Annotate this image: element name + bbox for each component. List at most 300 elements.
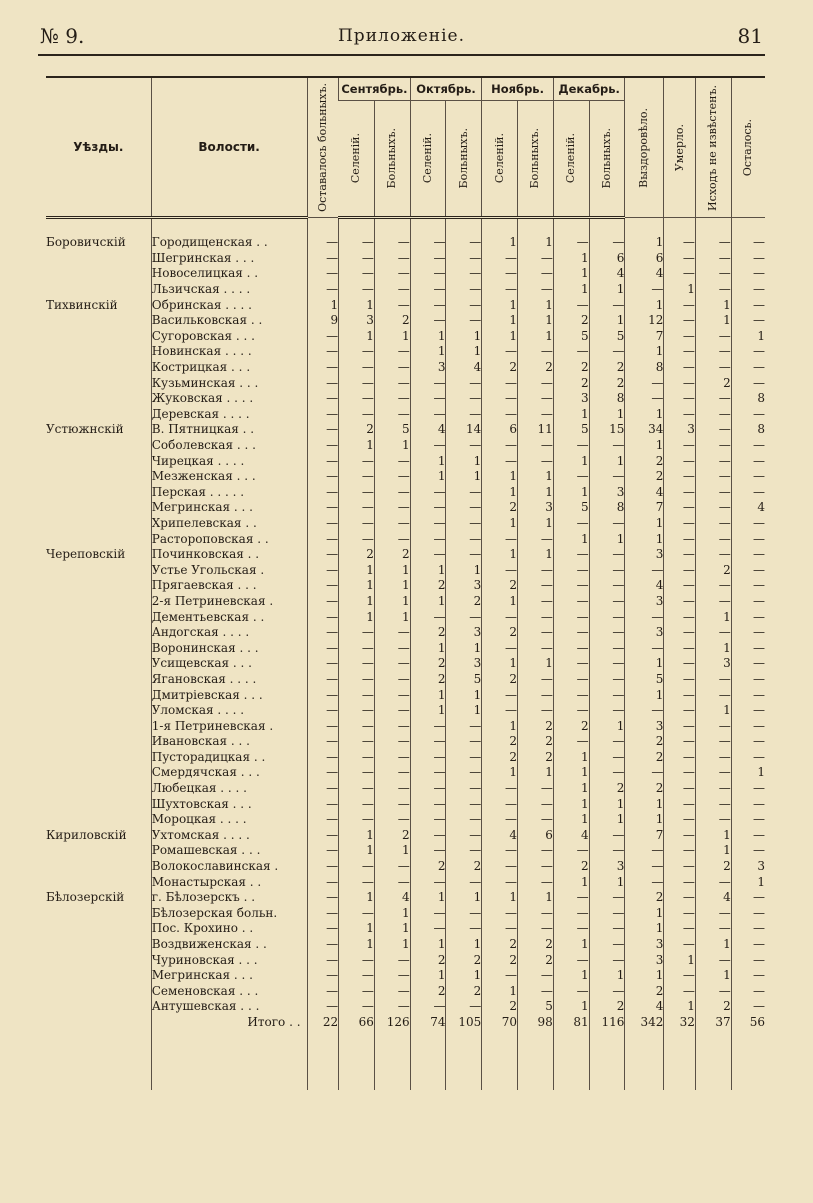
uezd-cell bbox=[46, 594, 151, 610]
total-value-cell: 22 bbox=[307, 1015, 339, 1031]
value-cell: — bbox=[695, 453, 731, 469]
value-cell: — bbox=[307, 812, 339, 828]
value-cell: — bbox=[307, 874, 339, 890]
value-cell: 3 bbox=[410, 360, 446, 376]
uezd-cell: Череповскій bbox=[46, 547, 126, 562]
value-cell: — bbox=[695, 407, 731, 423]
value-cell: — bbox=[731, 937, 765, 953]
value-cell: — bbox=[446, 407, 482, 423]
value-cell: — bbox=[446, 313, 482, 329]
col-died: Умерло. bbox=[664, 77, 696, 218]
volost-cell: Семеновская . . . bbox=[151, 984, 307, 1000]
value-cell: — bbox=[374, 874, 410, 890]
table-row bbox=[46, 703, 765, 719]
table-row bbox=[46, 344, 765, 360]
value-cell: — bbox=[374, 672, 410, 688]
value-cell: 8 bbox=[731, 422, 765, 438]
value-cell: 1 bbox=[339, 578, 375, 594]
volost-cell: Новоселицкая . . bbox=[151, 266, 307, 282]
value-cell: — bbox=[731, 734, 765, 750]
value-cell: — bbox=[339, 407, 375, 423]
value-cell: — bbox=[339, 282, 375, 298]
value-cell: 2 bbox=[482, 999, 518, 1015]
value-cell: — bbox=[553, 843, 589, 859]
value-cell: — bbox=[307, 235, 339, 251]
value-cell: 2 bbox=[410, 952, 446, 968]
value-cell: — bbox=[695, 500, 731, 516]
value-cell: — bbox=[731, 718, 765, 734]
col-volost: Волости. bbox=[151, 77, 307, 218]
table-row bbox=[46, 812, 765, 828]
value-cell: — bbox=[410, 391, 446, 407]
value-cell: 1 bbox=[553, 796, 589, 812]
value-cell: 1 bbox=[625, 407, 664, 423]
uezd-cell bbox=[46, 734, 151, 750]
value-cell: 2 bbox=[410, 672, 446, 688]
value-cell: — bbox=[731, 906, 765, 922]
value-cell: 1 bbox=[446, 329, 482, 345]
value-cell: — bbox=[731, 485, 765, 501]
value-cell: — bbox=[307, 516, 339, 532]
value-cell: — bbox=[553, 687, 589, 703]
value-cell: — bbox=[589, 344, 625, 360]
value-cell: 1 bbox=[731, 874, 765, 890]
value-cell: — bbox=[664, 906, 696, 922]
value-cell: 3 bbox=[625, 952, 664, 968]
value-cell: — bbox=[410, 828, 446, 844]
value-cell: — bbox=[518, 344, 554, 360]
value-cell: 1 bbox=[553, 765, 589, 781]
value-cell: 4 bbox=[695, 890, 731, 906]
table-row bbox=[46, 765, 765, 781]
table-row bbox=[46, 718, 765, 734]
value-cell: — bbox=[731, 640, 765, 656]
value-cell: 1 bbox=[553, 485, 589, 501]
value-cell: 1 bbox=[553, 999, 589, 1015]
value-cell: — bbox=[731, 952, 765, 968]
volost-cell: Уломская . . . . bbox=[151, 703, 307, 719]
value-cell: 2 bbox=[589, 999, 625, 1015]
page-title: Приложеніе. bbox=[337, 26, 465, 46]
value-cell: — bbox=[664, 765, 696, 781]
total-value-cell: 342 bbox=[625, 1015, 664, 1031]
value-cell: — bbox=[664, 360, 696, 376]
value-cell: — bbox=[410, 297, 446, 313]
value-cell: 1 bbox=[553, 251, 589, 267]
value-cell: — bbox=[695, 874, 731, 890]
page-header bbox=[40, 24, 763, 52]
value-cell: — bbox=[664, 297, 696, 313]
total-label: Итого . . bbox=[151, 1015, 307, 1031]
value-cell: 1 bbox=[589, 968, 625, 984]
value-cell: 2 bbox=[374, 547, 410, 563]
value-cell: — bbox=[307, 952, 339, 968]
value-cell: 2 bbox=[482, 672, 518, 688]
value-cell: — bbox=[307, 937, 339, 953]
value-cell: 2 bbox=[553, 718, 589, 734]
value-cell: 1 bbox=[518, 765, 554, 781]
value-cell: — bbox=[339, 703, 375, 719]
value-cell: 3 bbox=[589, 859, 625, 875]
value-cell: 1 bbox=[339, 828, 375, 844]
uezd-cell bbox=[46, 968, 151, 984]
value-cell: — bbox=[664, 750, 696, 766]
value-cell: 1 bbox=[553, 812, 589, 828]
total-value-cell: 70 bbox=[482, 1015, 518, 1031]
volost-cell: Льзичская . . . . bbox=[151, 282, 307, 298]
value-cell: — bbox=[695, 781, 731, 797]
col-oct-seleniy: Селеній. bbox=[410, 101, 446, 218]
value-cell: 1 bbox=[339, 843, 375, 859]
value-cell: 7 bbox=[625, 500, 664, 516]
value-cell: 6 bbox=[518, 828, 554, 844]
volost-cell: Дмитріевская . . . bbox=[151, 687, 307, 703]
value-cell: — bbox=[589, 640, 625, 656]
value-cell: — bbox=[589, 516, 625, 532]
value-cell: — bbox=[518, 562, 554, 578]
value-cell: — bbox=[482, 251, 518, 267]
col-remain-start: Оставалось больныхъ. bbox=[307, 77, 339, 218]
volost-cell: Починковская . . bbox=[151, 547, 307, 563]
table-row bbox=[46, 282, 765, 298]
value-cell: 1 bbox=[410, 344, 446, 360]
value-cell: 2 bbox=[482, 750, 518, 766]
value-cell: — bbox=[731, 687, 765, 703]
value-cell: — bbox=[307, 921, 339, 937]
total-row bbox=[46, 1015, 765, 1031]
value-cell: — bbox=[664, 984, 696, 1000]
value-cell: 8 bbox=[625, 360, 664, 376]
value-cell: 1 bbox=[589, 282, 625, 298]
value-cell: — bbox=[664, 235, 696, 251]
value-cell: 9 bbox=[307, 313, 339, 329]
table-row bbox=[46, 828, 765, 844]
value-cell: 1 bbox=[410, 329, 446, 345]
value-cell: 3 bbox=[731, 859, 765, 875]
value-cell: 1 bbox=[339, 890, 375, 906]
value-cell: — bbox=[695, 750, 731, 766]
value-cell: — bbox=[410, 750, 446, 766]
value-cell: — bbox=[589, 984, 625, 1000]
uezd-cell bbox=[46, 750, 151, 766]
value-cell: 4 bbox=[410, 422, 446, 438]
value-cell: 3 bbox=[664, 422, 696, 438]
value-cell: 1 bbox=[625, 796, 664, 812]
value-cell: — bbox=[307, 422, 339, 438]
value-cell: — bbox=[553, 344, 589, 360]
uezd-cell bbox=[46, 469, 151, 485]
value-cell: — bbox=[446, 734, 482, 750]
table-row bbox=[46, 890, 765, 906]
table-row bbox=[46, 906, 765, 922]
value-cell: — bbox=[339, 718, 375, 734]
value-cell: — bbox=[307, 375, 339, 391]
value-cell: 3 bbox=[625, 594, 664, 610]
value-cell: 2 bbox=[482, 952, 518, 968]
value-cell: 5 bbox=[553, 500, 589, 516]
value-cell: — bbox=[695, 765, 731, 781]
value-cell: — bbox=[374, 999, 410, 1015]
col-remained: Осталось. bbox=[731, 77, 765, 218]
tail-row bbox=[46, 1030, 765, 1090]
value-cell: — bbox=[731, 578, 765, 594]
value-cell: 1 bbox=[625, 344, 664, 360]
value-cell: — bbox=[695, 984, 731, 1000]
value-cell: — bbox=[482, 609, 518, 625]
value-cell: 1 bbox=[339, 937, 375, 953]
value-cell: 2 bbox=[339, 547, 375, 563]
value-cell: — bbox=[339, 235, 375, 251]
value-cell: — bbox=[339, 687, 375, 703]
value-cell: — bbox=[339, 874, 375, 890]
value-cell: — bbox=[664, 594, 696, 610]
uezd-cell bbox=[46, 937, 151, 953]
table-row bbox=[46, 656, 765, 672]
value-cell: — bbox=[553, 438, 589, 454]
value-cell: 34 bbox=[625, 422, 664, 438]
uezd-cell bbox=[46, 765, 151, 781]
value-cell: — bbox=[446, 282, 482, 298]
value-cell: — bbox=[695, 360, 731, 376]
value-cell: 1 bbox=[518, 516, 554, 532]
volost-cell: Ромашевская . . . bbox=[151, 843, 307, 859]
value-cell: — bbox=[625, 282, 664, 298]
value-cell: — bbox=[339, 531, 375, 547]
value-cell: 1 bbox=[625, 687, 664, 703]
value-cell: — bbox=[553, 906, 589, 922]
uezd-cell bbox=[46, 984, 151, 1000]
value-cell: — bbox=[695, 516, 731, 532]
value-cell: 1 bbox=[553, 874, 589, 890]
value-cell: — bbox=[664, 609, 696, 625]
value-cell: 1 bbox=[589, 531, 625, 547]
table-row bbox=[46, 422, 765, 438]
value-cell: 1 bbox=[589, 718, 625, 734]
value-cell: — bbox=[339, 344, 375, 360]
value-cell: — bbox=[374, 235, 410, 251]
value-cell: 1 bbox=[339, 921, 375, 937]
value-cell: — bbox=[410, 796, 446, 812]
value-cell: 1 bbox=[374, 438, 410, 454]
value-cell: — bbox=[482, 796, 518, 812]
value-cell: — bbox=[482, 906, 518, 922]
value-cell: 3 bbox=[589, 485, 625, 501]
volost-cell: г. Бѣлозерскъ . . bbox=[151, 890, 307, 906]
value-cell: — bbox=[695, 251, 731, 267]
value-cell: — bbox=[731, 375, 765, 391]
value-cell: 1 bbox=[339, 562, 375, 578]
value-cell: 1 bbox=[482, 297, 518, 313]
volost-cell: Кострицкая . . . bbox=[151, 360, 307, 376]
table-row bbox=[46, 750, 765, 766]
value-cell: — bbox=[446, 609, 482, 625]
uezd-cell bbox=[46, 843, 151, 859]
value-cell: — bbox=[518, 438, 554, 454]
value-cell: — bbox=[518, 812, 554, 828]
value-cell: 1 bbox=[553, 453, 589, 469]
value-cell: — bbox=[374, 984, 410, 1000]
value-cell: 1 bbox=[625, 297, 664, 313]
uezd-cell bbox=[46, 562, 151, 578]
value-cell: — bbox=[482, 391, 518, 407]
value-cell: 6 bbox=[589, 251, 625, 267]
value-cell: — bbox=[410, 812, 446, 828]
value-cell: 1 bbox=[625, 516, 664, 532]
value-cell: — bbox=[307, 640, 339, 656]
value-cell: 1 bbox=[339, 329, 375, 345]
value-cell: — bbox=[589, 469, 625, 485]
value-cell: 2 bbox=[553, 360, 589, 376]
value-cell: 1 bbox=[518, 297, 554, 313]
value-cell: — bbox=[731, 625, 765, 641]
value-cell: — bbox=[664, 578, 696, 594]
value-cell: — bbox=[695, 906, 731, 922]
value-cell: 1 bbox=[518, 485, 554, 501]
uezd-cell bbox=[46, 812, 151, 828]
value-cell: 1 bbox=[664, 282, 696, 298]
volost-cell: Растороповская . . bbox=[151, 531, 307, 547]
value-cell: 1 bbox=[482, 313, 518, 329]
value-cell: — bbox=[695, 921, 731, 937]
value-cell: 4 bbox=[482, 828, 518, 844]
table-row bbox=[46, 500, 765, 516]
value-cell: 2 bbox=[482, 625, 518, 641]
value-cell: 1 bbox=[446, 937, 482, 953]
epidemic-table bbox=[46, 76, 765, 1090]
value-cell: — bbox=[374, 640, 410, 656]
value-cell: 1 bbox=[731, 765, 765, 781]
value-cell: — bbox=[482, 640, 518, 656]
value-cell: — bbox=[482, 687, 518, 703]
value-cell: — bbox=[695, 796, 731, 812]
volost-cell: Прягаевская . . . bbox=[151, 578, 307, 594]
value-cell: — bbox=[664, 640, 696, 656]
value-cell: — bbox=[625, 765, 664, 781]
value-cell: 3 bbox=[446, 578, 482, 594]
uezd-cell bbox=[46, 999, 151, 1015]
value-cell: — bbox=[374, 531, 410, 547]
value-cell: — bbox=[446, 906, 482, 922]
value-cell: — bbox=[410, 407, 446, 423]
col-uezd: Уѣзды. bbox=[46, 77, 151, 218]
value-cell: — bbox=[731, 469, 765, 485]
value-cell: 1 bbox=[482, 485, 518, 501]
value-cell: — bbox=[518, 672, 554, 688]
volost-cell: Ягановская . . . . bbox=[151, 672, 307, 688]
table-row bbox=[46, 329, 765, 345]
total-empty-cell bbox=[46, 1015, 151, 1031]
value-cell: — bbox=[339, 640, 375, 656]
volost-cell: В. Пятницкая . . bbox=[151, 422, 307, 438]
value-cell: — bbox=[553, 547, 589, 563]
value-cell: 4 bbox=[625, 266, 664, 282]
value-cell: 8 bbox=[731, 391, 765, 407]
volost-cell: Перская . . . . . bbox=[151, 485, 307, 501]
value-cell: — bbox=[339, 485, 375, 501]
value-cell: — bbox=[307, 734, 339, 750]
value-cell: 1 bbox=[553, 266, 589, 282]
value-cell: 4 bbox=[374, 890, 410, 906]
value-cell: — bbox=[374, 952, 410, 968]
value-cell: — bbox=[695, 235, 731, 251]
value-cell: — bbox=[589, 734, 625, 750]
value-cell: 1 bbox=[446, 469, 482, 485]
value-cell: 1 bbox=[339, 297, 375, 313]
volost-cell: Антушевская . . . bbox=[151, 999, 307, 1015]
value-cell: 5 bbox=[553, 329, 589, 345]
value-cell: 1 bbox=[589, 812, 625, 828]
value-cell: — bbox=[664, 781, 696, 797]
value-cell: — bbox=[374, 266, 410, 282]
table-row bbox=[46, 251, 765, 267]
value-cell: 1 bbox=[625, 906, 664, 922]
value-cell: — bbox=[731, 703, 765, 719]
value-cell: — bbox=[339, 750, 375, 766]
value-cell: — bbox=[553, 952, 589, 968]
value-cell: — bbox=[695, 266, 731, 282]
value-cell: — bbox=[695, 391, 731, 407]
value-cell: 1 bbox=[625, 812, 664, 828]
value-cell: — bbox=[374, 796, 410, 812]
value-cell: — bbox=[664, 734, 696, 750]
value-cell: — bbox=[339, 796, 375, 812]
uezd-cell bbox=[46, 266, 151, 282]
value-cell: 3 bbox=[625, 718, 664, 734]
value-cell: — bbox=[307, 828, 339, 844]
value-cell: 1 bbox=[339, 438, 375, 454]
value-cell: 1 bbox=[553, 968, 589, 984]
value-cell: 3 bbox=[446, 625, 482, 641]
value-cell: — bbox=[482, 921, 518, 937]
value-cell: — bbox=[307, 625, 339, 641]
uezd-cell bbox=[46, 640, 151, 656]
uezd-cell bbox=[46, 329, 151, 345]
value-cell: — bbox=[339, 375, 375, 391]
value-cell: — bbox=[589, 656, 625, 672]
value-cell: — bbox=[731, 796, 765, 812]
value-cell: — bbox=[553, 625, 589, 641]
value-cell: 2 bbox=[518, 734, 554, 750]
value-cell: — bbox=[446, 718, 482, 734]
value-cell: — bbox=[410, 999, 446, 1015]
value-cell: — bbox=[589, 547, 625, 563]
volost-cell: Чирецкая . . . . bbox=[151, 453, 307, 469]
value-cell: — bbox=[482, 531, 518, 547]
volost-cell: Обринская . . . . bbox=[151, 297, 307, 313]
value-cell: 4 bbox=[553, 828, 589, 844]
volost-cell: Усищевская . . . bbox=[151, 656, 307, 672]
value-cell: — bbox=[625, 609, 664, 625]
uezd-cell bbox=[46, 781, 151, 797]
value-cell: — bbox=[731, 360, 765, 376]
uezd-cell bbox=[46, 531, 151, 547]
value-cell: 2 bbox=[482, 734, 518, 750]
value-cell: 1 bbox=[410, 594, 446, 610]
value-cell: 2 bbox=[446, 952, 482, 968]
value-cell: — bbox=[374, 407, 410, 423]
value-cell: — bbox=[553, 235, 589, 251]
uezd-cell: Устюжнскій bbox=[46, 422, 124, 437]
value-cell: — bbox=[307, 438, 339, 454]
value-cell: — bbox=[410, 438, 446, 454]
value-cell: 1 bbox=[374, 594, 410, 610]
value-cell: — bbox=[553, 578, 589, 594]
table-row bbox=[46, 859, 765, 875]
table-row bbox=[46, 516, 765, 532]
value-cell: 1 bbox=[625, 656, 664, 672]
value-cell: — bbox=[664, 547, 696, 563]
value-cell: 1 bbox=[553, 750, 589, 766]
